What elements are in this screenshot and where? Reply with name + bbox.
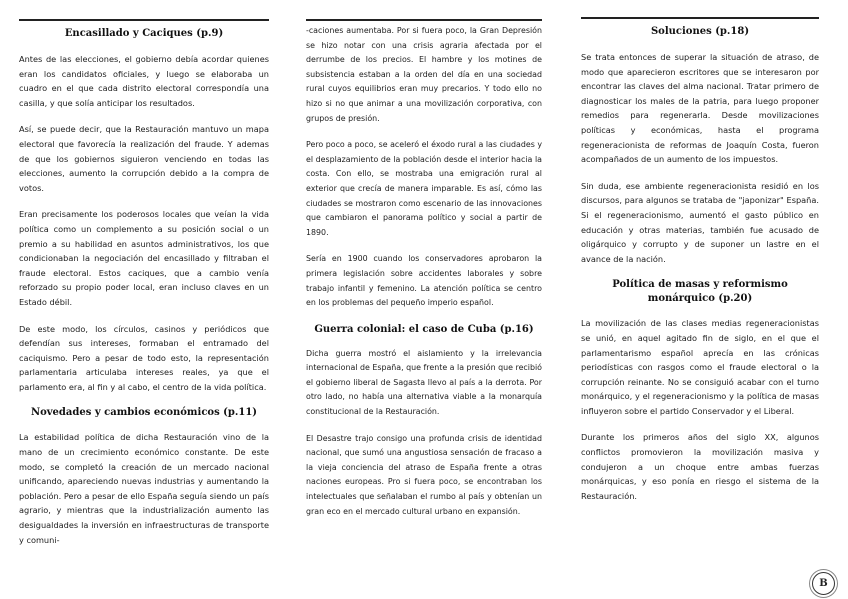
section-heading-soluciones: Soluciones (p.18)	[650, 26, 750, 37]
section-heading-politica-masas: Política de masas y reformismo monárquico (p.20)	[612, 279, 788, 305]
top-rule	[306, 19, 542, 21]
column-left	[19, 0, 269, 559]
top-rule	[19, 19, 269, 21]
section-heading-novedades: Novedades y cambios económicos (p.11)	[30, 407, 258, 419]
paragraph: Se trata entonces de superar la situación de atraso, de modo que aparecieron escritores que se interesaron por encontrar las claves del alma nacional. Tratar primero de diagnosticar los males de la patria, para luego proponer remedios para regenerarla. Desde movilizaciones políticas y económicas, hasta el programa regeneracionista de reformas de Joaquín Costa, fueron acompañados de un aumento de los impuestos.	[581, 52, 819, 165]
paragraph: Dicha guerra mostró el aislamiento y la irrelevancia internacional de España, que frente a la presión que recibió el gobierno liberal de Sagasta llevo al país a la derrota. Por otro lado, no había una alternativa viable a la monarquía constitucional de la Restauración.	[306, 348, 542, 417]
paragraph: Antes de las elecciones, el gobierno debía acordar quienes eran los candidatos oficiales, y luego se elaboraba un cuadro en el que cada distrito electoral correspondía una casilla, y que solía anticipar los resultados.	[19, 54, 269, 108]
paragraph: La estabilidad política de dicha Restauración vino de la mano de un crecimiento económico constante. De este modo, se completó la creación de un mercado nacional unificando, apareciendo nuevas industrias y aumentando la población. Pero a pesar de ello España seguía siendo un país agrario, y mientras que la industrialización aumento las desigualdades la inversión en infraestructuras de transporte y comuni-	[19, 432, 269, 545]
paragraph: El Desastre trajo consigo una profunda crisis de identidad nacional, que sumó una angustiosa sensación de fracaso a la vieja conciencia del atraso de España frente a otras naciones europeas. Pro si fuera poco, se encontraban los intelectuales que señalaban el rumbo al país y obtenían un gran eco en el mercado cultural urbano en expansión.	[306, 433, 542, 516]
paragraph: De este modo, los círculos, casinos y periódicos que defendían sus intereses, formaban el entramado del caciquismo. Pero a pesar de todo esto, la representación parlamentaria articulaba intereses reales, ya que el parlamento era, al fin y al cabo, el centro de la vida política.	[19, 323, 269, 392]
paragraph: Durante los primeros años del siglo XX, algunos conflictos promovieron la movilización masiva y condujeron a un choque entre ambas fuerzas monárquicas, y eso ponía en riesgo el sistema de la Restauración.	[581, 432, 819, 501]
paragraph: Así, se puede decir, que la Restauración mantuvo un mapa electoral que favorecía la realización del fraude. Y ademas de que los gobiernos siguieron venciendo en todas las elecciones, aumento la corrupción debido a la compra de votos.	[19, 124, 269, 193]
paragraph: La movilización de las clases medias regeneracionistas se unió, en aquel agitado fin de siglo, en el que el parlamentarismo español aprecía en las crónicas periodísticas con rasgos como el fraude electoral o la corrupción reinante. No se consiguió acabar con el turno monárquico, y el regeneracionismo y la política de masas influyeron sobre el partido Conservador y el Liberal.	[581, 318, 819, 416]
top-rule	[581, 17, 819, 19]
paragraph: Eran precisamente los poderosos locales que veían la vida política como un complemento a su posición social o un premio a su habilidad en asuntos administrativos, los que condicionaban la negociación del encasillado y filtraban el fraude electoral. Estos caciques, que a cambio venía reforzado su propio poder local, eran incluso claves en un Estado débil.	[19, 209, 269, 307]
paragraph: -caciones aumentaba. Por si fuera poco, la Gran Depresión se hizo notar con una crisis agraria afectada por el derrumbe de los precios. El hambre y los motines de subsistencia estaban a la orden del día en una sociedad rural cuyos equilibrios eran muy precarios. Y todo ello no hizo si no que animar a una movilización corporativa, con grupos de presión.	[306, 26, 542, 123]
section-heading-encasillado: Encasillado y Caciques (p.9)	[64, 28, 224, 39]
section-heading-guerra-colonial: Guerra colonial: el caso de Cuba (p.16)	[314, 323, 534, 335]
column-right	[581, 0, 819, 515]
paragraph: Pero poco a poco, se aceleró el éxodo rural a las ciudades y el desplazamiento de la población desde el interior hacia la costa. Con ello, se mostraba una emigración rural al exterior que crecía de manera imparable. Es así, cómo las ciudades se mostraron como escenario de las innovaciones que cambiaron el panorama político y social a partir de 1890.	[306, 140, 542, 237]
paragraph: Sin duda, ese ambiente regeneracionista residió en los discursos, para algunos se trataba de "japonizar" España. Si el regeneracionismo, aumentó el gasto público en educación y otras materias, también fue acusado de oligárquico y corrupto y de suponer un lastre en el avance de la nación.	[581, 180, 819, 264]
page-badge-icon: B	[812, 572, 835, 595]
column-middle	[306, 0, 542, 531]
paragraph: Sería en 1900 cuando los conservadores aprobaron la primera legislación sobre accidentes laborales y sobre trabajo infantil y femenino. La atención política se centro en los problemas del pequeño imperio español.	[306, 254, 542, 308]
